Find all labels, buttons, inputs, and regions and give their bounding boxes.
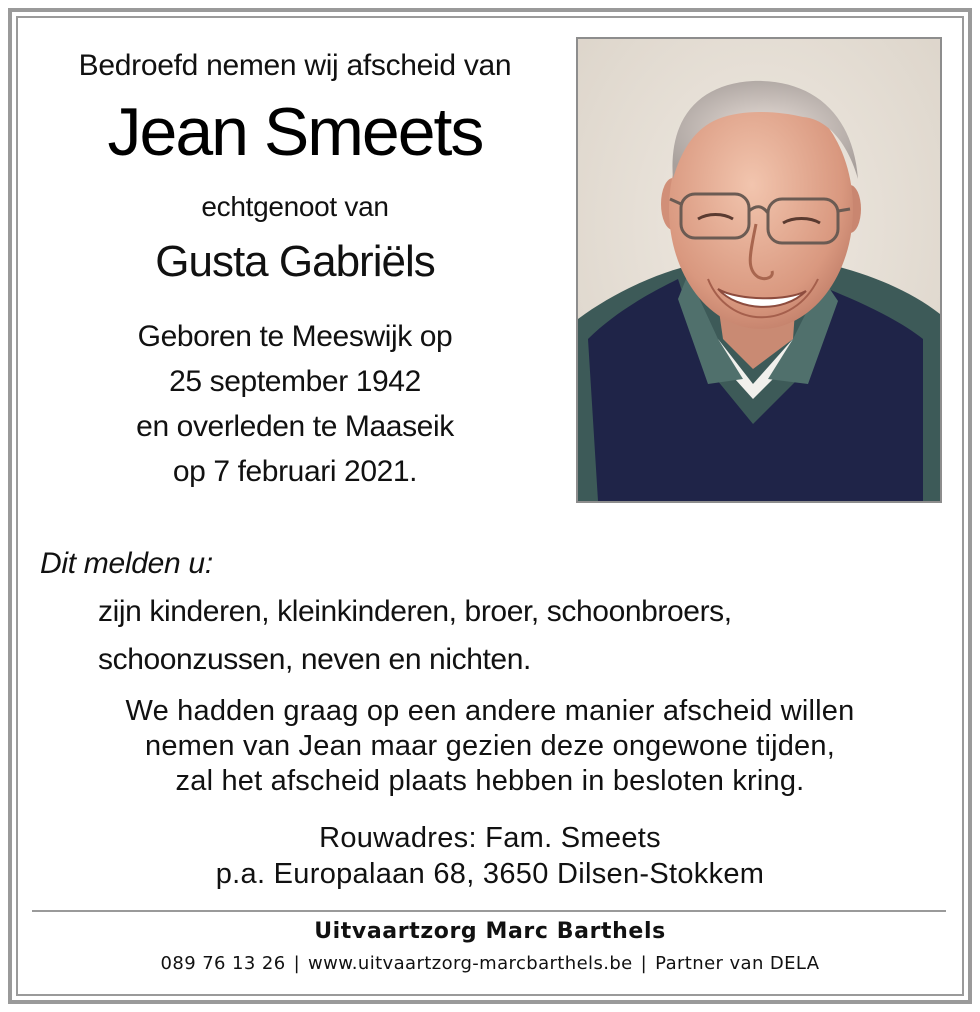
footer-divider xyxy=(32,910,946,912)
address-line: Rouwadres: Fam. Smeets xyxy=(319,822,661,854)
spouse-name: Gusta Gabriëls xyxy=(155,237,435,286)
message-line: zal het afscheid plaats hebben in besloten kring. xyxy=(175,765,805,797)
deceased-name: Jean Smeets xyxy=(107,94,483,170)
birth-death-dates xyxy=(40,314,550,494)
farewell-message xyxy=(40,694,940,799)
separator: | xyxy=(640,953,648,974)
family-list xyxy=(98,588,732,684)
spouse-label: echtgenoot van xyxy=(201,191,389,222)
date-line: Geboren te Meeswijk op xyxy=(137,320,453,353)
partner-text: Partner van DELA xyxy=(655,953,820,974)
portrait-illustration xyxy=(578,39,940,501)
undertaker-name: Uitvaartzorg Marc Barthels xyxy=(314,919,666,944)
date-line: op 7 februari 2021. xyxy=(172,455,418,488)
address-line: p.a. Europalaan 68, 3650 Dilsen-Stokkem xyxy=(215,858,765,890)
intro-text: Bedroefd nemen wij afscheid van xyxy=(78,49,512,82)
announce-label: Dit melden u: xyxy=(40,547,213,580)
family-line: zijn kinderen, kleinkinderen, broer, schoonbroers, xyxy=(98,595,732,628)
portrait-photo xyxy=(576,37,942,503)
date-line: 25 september 1942 xyxy=(169,365,421,398)
contact-line xyxy=(40,950,940,978)
date-line: en overleden te Maaseik xyxy=(136,410,454,443)
message-line: nemen van Jean maar gezien deze ongewone tijden, xyxy=(145,730,835,762)
separator: | xyxy=(293,953,301,974)
family-line: schoonzussen, neven en nichten. xyxy=(98,643,531,676)
message-line: We hadden graag op een andere manier afscheid willen xyxy=(125,695,855,727)
website-link[interactable]: www.uitvaartzorg-marcbarthels.be xyxy=(308,953,633,974)
mourning-address xyxy=(40,820,940,892)
phone-number: 089 76 13 26 xyxy=(160,953,286,974)
